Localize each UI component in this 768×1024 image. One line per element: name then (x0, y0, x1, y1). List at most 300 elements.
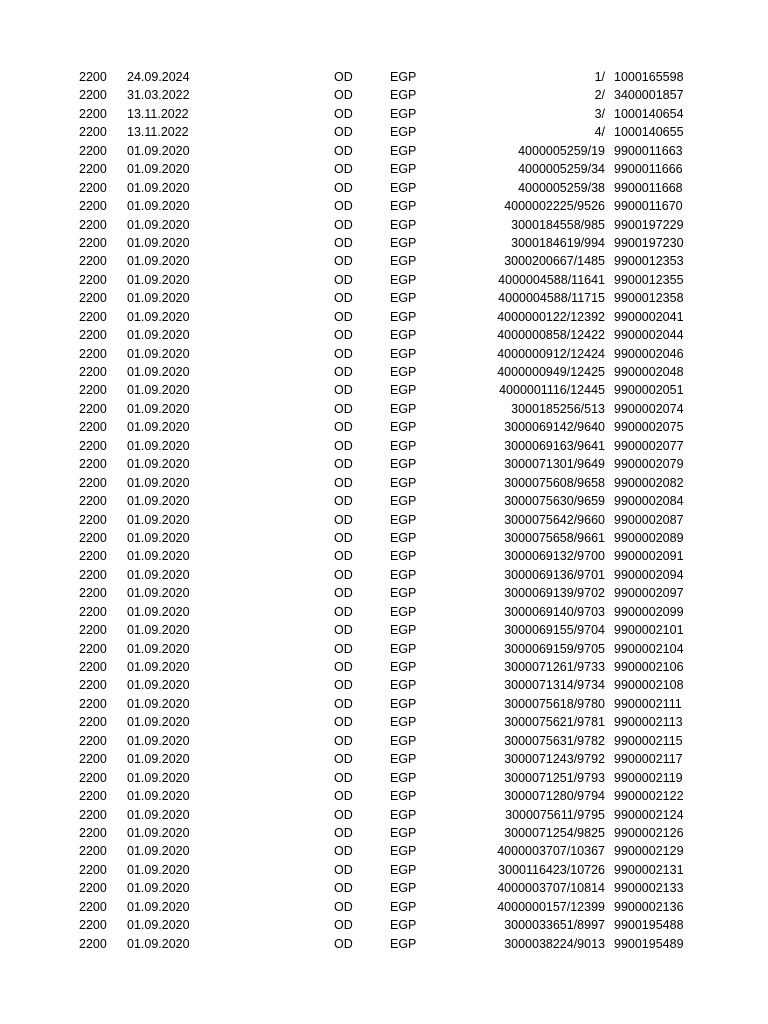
table-row (0, 806, 768, 824)
document-type-cell: OD (334, 346, 353, 361)
document-number-cell: 9900195488 (614, 918, 684, 933)
document-number-cell: 9900011663 (614, 143, 683, 158)
reference-cell: 3000184558/985 (511, 217, 605, 232)
reference-cell: 3000071280/9794 (504, 789, 605, 804)
posting-date-cell: 01.09.2020 (127, 512, 190, 527)
currency-cell: EGP (390, 825, 417, 840)
document-type-cell: OD (334, 696, 353, 711)
company-code-cell: 2200 (79, 420, 107, 435)
document-type-cell: OD (334, 678, 353, 693)
document-number-cell: 9900002077 (614, 438, 684, 453)
company-code-cell: 2200 (79, 641, 107, 656)
currency-cell: EGP (390, 88, 417, 103)
currency-cell: EGP (390, 660, 417, 674)
company-code-cell: 2200 (79, 199, 107, 214)
reference-cell: 3000071251/9793 (504, 770, 605, 785)
table-row (0, 252, 768, 270)
table-row (0, 842, 768, 860)
posting-date-cell: 24.09.2024 (127, 70, 190, 84)
document-type-cell: OD (334, 567, 353, 582)
reference-cell: 3000069132/9700 (504, 549, 605, 564)
table-row (0, 492, 768, 510)
document-type-cell: OD (334, 88, 353, 103)
document-number-cell: 9900002087 (614, 512, 684, 527)
document-number-cell: 9900002122 (614, 789, 684, 804)
document-number-cell: 9900002126 (614, 825, 684, 840)
table-row (0, 529, 768, 547)
reference-cell: 4000004588/11641 (498, 272, 605, 287)
posting-date-cell: 01.09.2020 (127, 457, 190, 472)
document-number-cell: 9900002131 (614, 862, 684, 877)
currency-cell: EGP (390, 180, 417, 195)
document-number-cell: 9900002082 (614, 475, 684, 490)
reference-cell: 4000003707/10367 (497, 844, 605, 859)
table-row (0, 676, 768, 694)
posting-date-cell: 01.09.2020 (127, 586, 190, 601)
document-type-cell: OD (334, 475, 353, 490)
table-row (0, 621, 768, 639)
company-code-cell: 2200 (79, 475, 107, 490)
document-type-cell: OD (334, 752, 353, 767)
document-number-cell: 9900002094 (614, 567, 684, 582)
document-type-cell: OD (334, 457, 353, 472)
document-type-cell: OD (334, 770, 353, 785)
reference-cell: 3/ (594, 106, 605, 121)
reference-cell: 3000069140/9703 (504, 604, 605, 619)
reference-cell: 3000200667/1485 (504, 254, 605, 269)
company-code-cell: 2200 (79, 88, 107, 103)
document-type-cell: OD (334, 272, 353, 287)
posting-date-cell: 01.09.2020 (127, 899, 190, 914)
company-code-cell: 2200 (79, 143, 107, 158)
posting-date-cell: 01.09.2020 (127, 162, 190, 177)
document-type-cell: OD (334, 604, 353, 619)
document-type-cell: OD (334, 438, 353, 453)
table-row (0, 455, 768, 473)
table-row (0, 418, 768, 436)
currency-cell: EGP (390, 862, 417, 877)
document-number-cell: 9900002099 (614, 604, 684, 619)
posting-date-cell: 01.09.2020 (127, 660, 190, 674)
table-row (0, 640, 768, 658)
reference-cell: 3000033651/8997 (504, 918, 605, 933)
posting-date-cell: 01.09.2020 (127, 217, 190, 232)
document-number-cell: 9900195489 (614, 936, 684, 951)
reference-cell: 3000075621/9781 (504, 715, 605, 730)
reference-cell: 4000001116/12445 (499, 383, 605, 398)
reference-cell: 4000000858/12422 (497, 328, 605, 343)
company-code-cell: 2200 (79, 696, 107, 711)
document-type-cell: OD (334, 291, 353, 306)
table-row (0, 474, 768, 492)
reference-cell: 3000075630/9659 (504, 494, 605, 509)
document-type-cell: OD (334, 365, 353, 379)
posting-date-cell: 01.09.2020 (127, 862, 190, 877)
table-row (0, 824, 768, 842)
reference-cell: 4000004588/11715 (498, 291, 605, 306)
document-type-cell: OD (334, 180, 353, 195)
posting-date-cell: 01.09.2020 (127, 254, 190, 269)
document-number-cell: 9900002117 (614, 752, 683, 767)
reference-cell: 3000071261/9733 (504, 660, 605, 674)
document-number-cell: 9900002136 (614, 899, 684, 914)
table-row (0, 197, 768, 215)
company-code-cell: 2200 (79, 383, 107, 398)
posting-date-cell: 01.09.2020 (127, 641, 190, 656)
posting-date-cell: 01.09.2020 (127, 678, 190, 693)
reference-cell: 3000071314/9734 (504, 678, 605, 693)
reference-cell: 3000038224/9013 (504, 936, 605, 951)
company-code-cell: 2200 (79, 494, 107, 509)
table-row (0, 584, 768, 602)
posting-date-cell: 01.09.2020 (127, 401, 190, 416)
table-row (0, 86, 768, 104)
reference-cell: 4000005259/19 (518, 143, 605, 158)
company-code-cell: 2200 (79, 457, 107, 472)
document-type-cell: OD (334, 549, 353, 564)
currency-cell: EGP (390, 438, 417, 453)
table-row (0, 603, 768, 621)
company-code-cell: 2200 (79, 604, 107, 619)
currency-cell: EGP (390, 789, 417, 804)
currency-cell: EGP (390, 936, 417, 951)
document-type-cell: OD (334, 199, 353, 214)
document-type-cell: OD (334, 235, 353, 250)
currency-cell: EGP (390, 162, 417, 177)
reference-cell: 3000075608/9658 (504, 475, 605, 490)
company-code-cell: 2200 (79, 807, 107, 822)
posting-date-cell: 01.09.2020 (127, 346, 190, 361)
document-type-cell: OD (334, 512, 353, 527)
table-row (0, 68, 768, 86)
document-number-cell: 9900002106 (614, 660, 684, 674)
document-number-cell: 1000140655 (614, 125, 684, 140)
currency-cell: EGP (390, 678, 417, 693)
company-code-cell: 2200 (79, 567, 107, 582)
document-type-cell: OD (334, 254, 353, 269)
posting-date-cell: 01.09.2020 (127, 291, 190, 306)
table-row (0, 861, 768, 879)
reference-cell: 3000075618/9780 (504, 696, 605, 711)
table-row (0, 289, 768, 307)
reference-cell: 2/ (594, 88, 605, 103)
document-type-cell: OD (334, 899, 353, 914)
document-number-cell: 9900002097 (614, 586, 684, 601)
table-row (0, 695, 768, 713)
company-code-cell: 2200 (79, 623, 107, 638)
document-number-cell: 9900002124 (614, 807, 684, 822)
document-type-cell: OD (334, 309, 353, 324)
posting-date-cell: 01.09.2020 (127, 494, 190, 509)
reference-cell: 3000069159/9705 (504, 641, 605, 656)
company-code-cell: 2200 (79, 106, 107, 121)
document-type-cell: OD (334, 918, 353, 933)
table-row (0, 216, 768, 234)
currency-cell: EGP (390, 641, 417, 656)
reference-cell: 3000075611/9795 (505, 807, 605, 822)
reference-cell: 3000069155/9704 (504, 623, 605, 638)
company-code-cell: 2200 (79, 844, 107, 859)
currency-cell: EGP (390, 752, 417, 767)
company-code-cell: 2200 (79, 512, 107, 527)
posting-date-cell: 01.09.2020 (127, 825, 190, 840)
currency-cell: EGP (390, 530, 417, 545)
company-code-cell: 2200 (79, 752, 107, 767)
document-type-cell: OD (334, 494, 353, 509)
posting-date-cell: 01.09.2020 (127, 789, 190, 804)
reference-cell: 3000184619/994 (511, 235, 605, 250)
document-number-cell: 9900002101 (614, 623, 684, 638)
currency-cell: EGP (390, 604, 417, 619)
document-number-cell: 9900012353 (614, 254, 684, 269)
document-number-cell: 9900002084 (614, 494, 684, 509)
reference-cell: 4000000122/12392 (497, 309, 605, 324)
document-number-cell: 1000140654 (614, 106, 684, 121)
table-row (0, 658, 768, 676)
table-row (0, 769, 768, 787)
currency-cell: EGP (390, 586, 417, 601)
document-number-cell: 9900002041 (614, 309, 684, 324)
posting-date-cell: 01.09.2020 (127, 272, 190, 287)
posting-date-cell: 01.09.2020 (127, 199, 190, 214)
posting-date-cell: 01.09.2020 (127, 733, 190, 748)
company-code-cell: 2200 (79, 733, 107, 748)
document-number-cell: 9900002115 (614, 733, 683, 748)
reference-cell: 4/ (594, 125, 605, 140)
company-code-cell: 2200 (79, 438, 107, 453)
document-type-cell: OD (334, 733, 353, 748)
company-code-cell: 2200 (79, 162, 107, 177)
currency-cell: EGP (390, 383, 417, 398)
posting-date-cell: 01.09.2020 (127, 328, 190, 343)
document-type-cell: OD (334, 586, 353, 601)
posting-date-cell: 01.09.2020 (127, 420, 190, 435)
company-code-cell: 2200 (79, 309, 107, 324)
document-number-cell: 1000165598 (614, 70, 684, 84)
posting-date-cell: 01.09.2020 (127, 807, 190, 822)
document-number-cell: 9900002108 (614, 678, 684, 693)
company-code-cell: 2200 (79, 70, 107, 84)
posting-date-cell: 01.09.2020 (127, 530, 190, 545)
currency-cell: EGP (390, 494, 417, 509)
document-type-cell: OD (334, 936, 353, 951)
currency-cell: EGP (390, 475, 417, 490)
posting-date-cell: 13.11.2022 (127, 125, 189, 140)
currency-cell: EGP (390, 328, 417, 343)
table-row (0, 750, 768, 768)
currency-cell: EGP (390, 346, 417, 361)
table-row (0, 142, 768, 160)
currency-cell: EGP (390, 918, 417, 933)
document-number-cell: 3400001857 (614, 88, 684, 103)
document-number-cell: 9900002048 (614, 365, 684, 379)
currency-cell: EGP (390, 70, 417, 84)
reference-cell: 4000003707/10814 (497, 881, 605, 896)
document-number-cell: 9900012358 (614, 291, 684, 306)
document-type-cell: OD (334, 530, 353, 545)
reference-cell: 3000069142/9640 (504, 420, 605, 435)
document-type-cell: OD (334, 825, 353, 840)
posting-date-cell: 01.09.2020 (127, 180, 190, 195)
document-type-cell: OD (334, 641, 353, 656)
company-code-cell: 2200 (79, 530, 107, 545)
document-type-cell: OD (334, 420, 353, 435)
document-type-cell: OD (334, 844, 353, 859)
posting-date-cell: 01.09.2020 (127, 235, 190, 250)
document-number-cell: 9900011670 (614, 199, 683, 214)
document-number-cell: 9900197229 (614, 217, 684, 232)
document-type-cell: OD (334, 125, 353, 140)
posting-date-cell: 31.03.2022 (127, 88, 190, 103)
document-type-cell: OD (334, 162, 353, 177)
reference-cell: 3000185256/513 (511, 401, 605, 416)
company-code-cell: 2200 (79, 328, 107, 343)
company-code-cell: 2200 (79, 235, 107, 250)
document-type-cell: OD (334, 383, 353, 398)
company-code-cell: 2200 (79, 881, 107, 896)
table-row (0, 234, 768, 252)
document-number-cell: 9900002133 (614, 881, 684, 896)
posting-date-cell: 01.09.2020 (127, 936, 190, 951)
currency-cell: EGP (390, 512, 417, 527)
reference-cell: 4000000949/12425 (497, 365, 605, 379)
document-type-cell: OD (334, 807, 353, 822)
company-code-cell: 2200 (79, 586, 107, 601)
document-number-cell: 9900002089 (614, 530, 684, 545)
currency-cell: EGP (390, 143, 417, 158)
document-number-cell: 9900011668 (614, 180, 683, 195)
company-code-cell: 2200 (79, 180, 107, 195)
reference-cell: 4000000157/12399 (497, 899, 605, 914)
table-row (0, 879, 768, 897)
company-code-cell: 2200 (79, 918, 107, 933)
reference-cell: 3000075658/9661 (504, 530, 605, 545)
table-row (0, 363, 768, 381)
reference-cell: 4000005259/34 (518, 162, 605, 177)
table-row (0, 271, 768, 289)
currency-cell: EGP (390, 844, 417, 859)
currency-cell: EGP (390, 401, 417, 416)
reference-cell: 3000069163/9641 (504, 438, 605, 453)
currency-cell: EGP (390, 217, 417, 232)
posting-date-cell: 01.09.2020 (127, 438, 190, 453)
company-code-cell: 2200 (79, 346, 107, 361)
reference-cell: 3000075642/9660 (504, 512, 605, 527)
currency-cell: EGP (390, 881, 417, 896)
posting-date-cell: 01.09.2020 (127, 918, 190, 933)
table-row (0, 345, 768, 363)
table-row (0, 400, 768, 418)
reference-cell: 1/ (594, 70, 605, 84)
company-code-cell: 2200 (79, 401, 107, 416)
company-code-cell: 2200 (79, 936, 107, 951)
posting-date-cell: 01.09.2020 (127, 844, 190, 859)
posting-date-cell: 01.09.2020 (127, 715, 190, 730)
currency-cell: EGP (390, 770, 417, 785)
table-row (0, 179, 768, 197)
posting-date-cell: 01.09.2020 (127, 309, 190, 324)
company-code-cell: 2200 (79, 217, 107, 232)
currency-cell: EGP (390, 254, 417, 269)
document-number-cell: 9900012355 (614, 272, 684, 287)
table-row (0, 511, 768, 529)
currency-cell: EGP (390, 549, 417, 564)
currency-cell: EGP (390, 125, 417, 140)
document-number-cell: 9900002129 (614, 844, 684, 859)
currency-cell: EGP (390, 807, 417, 822)
posting-date-cell: 01.09.2020 (127, 567, 190, 582)
currency-cell: EGP (390, 235, 417, 250)
reference-cell: 3000116423/10726 (498, 862, 605, 877)
posting-date-cell: 01.09.2020 (127, 604, 190, 619)
document-type-cell: OD (334, 862, 353, 877)
currency-cell: EGP (390, 420, 417, 435)
currency-cell: EGP (390, 272, 417, 287)
document-number-cell: 9900011666 (614, 162, 683, 177)
company-code-cell: 2200 (79, 660, 107, 674)
document-number-cell: 9900002111 (614, 696, 682, 711)
company-code-cell: 2200 (79, 272, 107, 287)
company-code-cell: 2200 (79, 549, 107, 564)
posting-date-cell: 01.09.2020 (127, 770, 190, 785)
document-number-cell: 9900002119 (614, 770, 683, 785)
table-row (0, 326, 768, 344)
table-row (0, 381, 768, 399)
company-code-cell: 2200 (79, 365, 107, 379)
document-type-cell: OD (334, 401, 353, 416)
currency-cell: EGP (390, 291, 417, 306)
posting-date-cell: 01.09.2020 (127, 752, 190, 767)
company-code-cell: 2200 (79, 254, 107, 269)
reference-cell: 3000075631/9782 (504, 733, 605, 748)
posting-date-cell: 01.09.2020 (127, 623, 190, 638)
company-code-cell: 2200 (79, 862, 107, 877)
document-type-cell: OD (334, 660, 353, 674)
currency-cell: EGP (390, 715, 417, 730)
reference-cell: 3000069136/9701 (504, 567, 605, 582)
document-type-cell: OD (334, 70, 353, 84)
posting-date-cell: 01.09.2020 (127, 475, 190, 490)
table-row (0, 566, 768, 584)
document-number-cell: 9900197230 (614, 235, 684, 250)
document-number-cell: 9900002104 (614, 641, 684, 656)
document-number-cell: 9900002074 (614, 401, 684, 416)
company-code-cell: 2200 (79, 125, 107, 140)
document-type-cell: OD (334, 789, 353, 804)
table-row (0, 713, 768, 731)
posting-date-cell: 01.09.2020 (127, 365, 190, 379)
company-code-cell: 2200 (79, 899, 107, 914)
document-number-cell: 9900002091 (614, 549, 684, 564)
table-row (0, 916, 768, 934)
currency-cell: EGP (390, 696, 417, 711)
table-row (0, 787, 768, 805)
document-type-cell: OD (334, 143, 353, 158)
table-row (0, 105, 768, 123)
reference-cell: 4000005259/38 (518, 180, 605, 195)
document-number-cell: 9900002075 (614, 420, 684, 435)
document-type-cell: OD (334, 715, 353, 730)
currency-cell: EGP (390, 106, 417, 121)
document-type-cell: OD (334, 328, 353, 343)
company-code-cell: 2200 (79, 678, 107, 693)
posting-date-cell: 01.09.2020 (127, 383, 190, 398)
document-type-cell: OD (334, 217, 353, 232)
currency-cell: EGP (390, 899, 417, 914)
currency-cell: EGP (390, 365, 417, 379)
currency-cell: EGP (390, 733, 417, 748)
posting-date-cell: 01.09.2020 (127, 549, 190, 564)
